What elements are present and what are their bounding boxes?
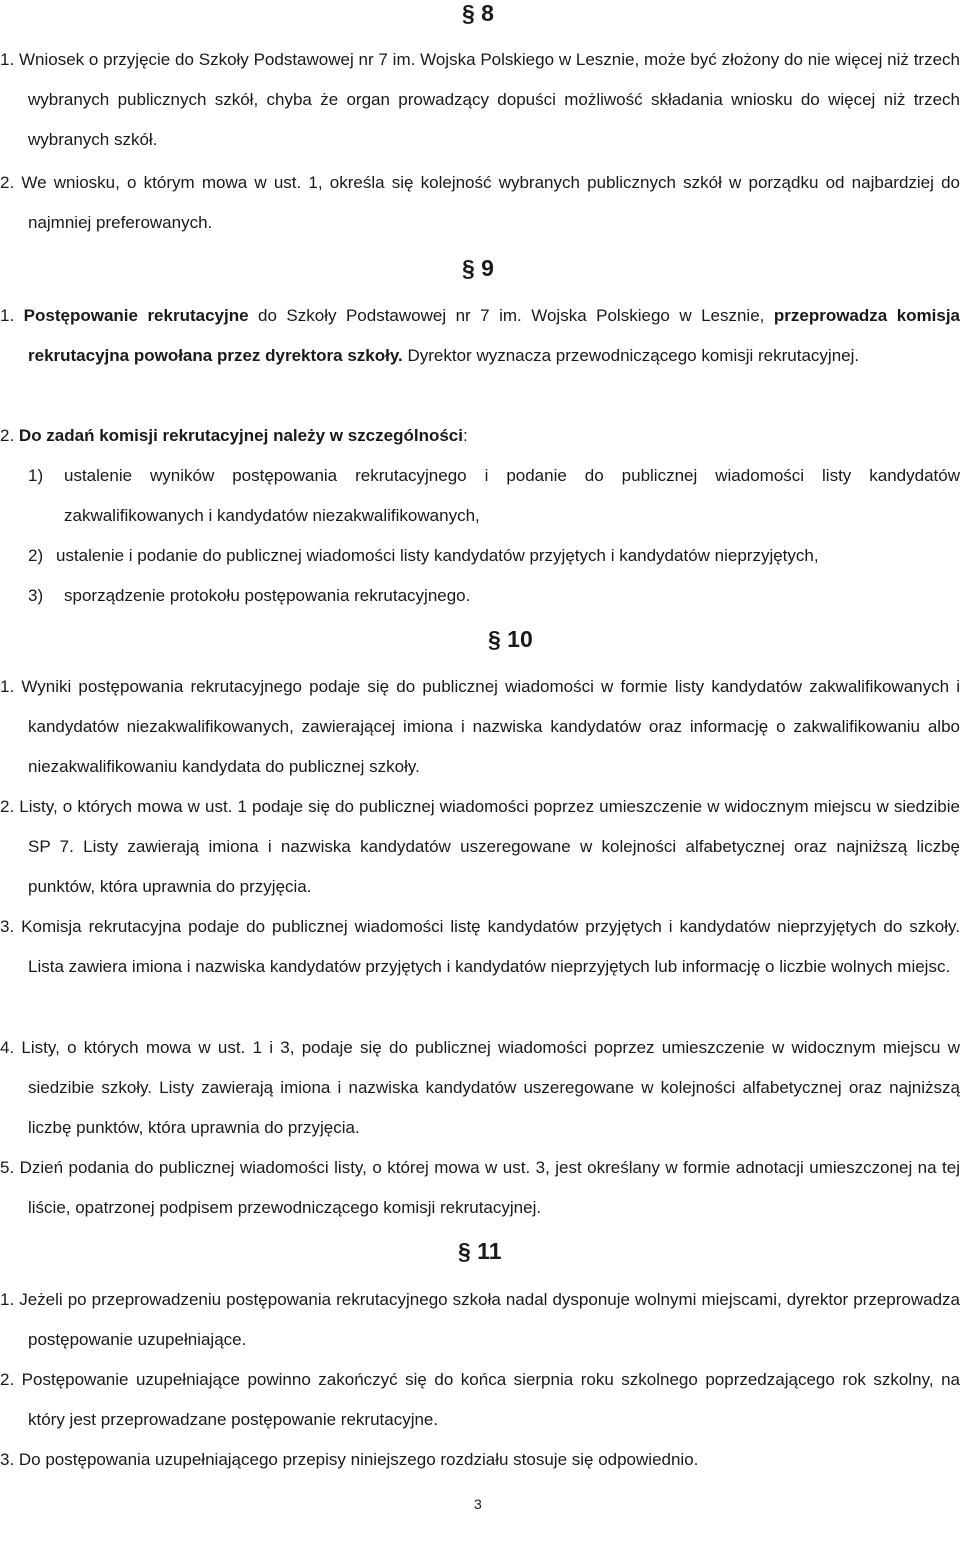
list-item-number: 2): [28, 546, 44, 565]
bold-phrase: przeprowadza komisja rekrutacyjna powołana przez dyrektora szkoły.: [28, 306, 960, 365]
list-item-number: 1): [28, 466, 44, 485]
paragraph-number: 2.: [0, 426, 15, 445]
section-11-paragraph-2: 2. Postępowanie uzupełniające powinno zakończyć się do końca sierpnia roku szkolnego poprzedzającego rok szkolny, na który jest przeprowadzane postępowanie rekrutacyjne.: [0, 1370, 960, 1429]
list-item: [28, 456, 960, 536]
section-10-paragraph-5: 5. Dzień podania do publicznej wiadomości listy, o której mowa w ust. 3, jest określany w formie adnotacji umieszczonej na tej liście, opatrzonej podpisem przewodniczącego komisji rekrutacyjnej.: [0, 1158, 960, 1217]
bold-phrase: Postępowanie rekrutacyjne: [23, 306, 249, 325]
section-11-title: § 11: [458, 1238, 502, 1264]
section-9-paragraph-1: [0, 296, 960, 376]
section-10-paragraph-4: 4. Listy, o których mowa w ust. 1 i 3, podaje się do publicznej wiadomości poprzez umieszczenie w widocznym miejscu w siedzibie szkoły. Listy zawierają imiona i nazwiska kandydatów uszeregowane w kolejności alfabetycznej oraz najniższą liczbę punktów, która uprawnia do przyjęcia.: [0, 1038, 960, 1137]
section-10-paragraph-1: 1. Wyniki postępowania rekrutacyjnego podaje się do publicznej wiadomości w formie listy kandydatów zakwalifikowanych i kandydatów niezakwalifikowanych, zawierającej imiona i nazwiska kandydatów oraz informację o zakwalifikowaniu albo niezakwalifikowaniu kandydata do publicznej szkoły.: [0, 677, 960, 776]
list-item-number: 3): [28, 586, 44, 605]
section-9-paragraph-2: [0, 416, 960, 456]
bold-phrase: Do zadań komisji rekrutacyjnej należy w szczególności: [18, 426, 463, 445]
section-9-title: § 9: [462, 255, 494, 281]
list-item-text: ustalenie wyników postępowania rekrutacyjnego i podanie do publicznej wiadomości listy kandydatów zakwalifikowanych i kandydatów niezakwalifikowanych,: [64, 466, 960, 525]
list-item-text: sporządzenie protokołu postępowania rekrutacyjnego.: [64, 586, 471, 605]
section-8-paragraph-2: 2. We wniosku, o którym mowa w ust. 1, określa się kolejność wybranych publicznych szkół w porządku od najbardziej do najmniej preferowanych.: [0, 173, 960, 232]
list-item: [28, 576, 960, 616]
page-number: 3: [474, 1496, 482, 1512]
section-10-paragraph-3: 3. Komisja rekrutacyjna podaje do publicznej wiadomości listę kandydatów przyjętych i kandydatów nieprzyjętych do szkoły. Lista zawiera imiona i nazwiska kandydatów przyjętych i kandydatów nieprzyjętych lub informację o liczbie wolnych miejsc.: [0, 917, 960, 976]
list-item: [28, 536, 960, 576]
section-8-paragraph-1: 1. Wniosek o przyjęcie do Szkoły Podstawowej nr 7 im. Wojska Polskiego w Lesznie, może być złożony do nie więcej niż trzech wybranych publicznych szkół, chyba że organ prowadzący dopuści możliwość składania wniosku do więcej niż trzech wybranych szkół.: [0, 50, 960, 149]
text-span: do Szkoły Podstawowej nr 7 im. Wojska Polskiego w Lesznie,: [248, 306, 774, 325]
list-item-text: ustalenie i podanie do publicznej wiadomości listy kandydatów przyjętych i kandydatów nieprzyjętych,: [56, 546, 819, 565]
text-span: :: [462, 426, 468, 445]
section-10-title: § 10: [488, 626, 533, 652]
section-8-title: § 8: [462, 0, 494, 26]
section-9-task-list: [0, 456, 960, 616]
section-11-paragraph-3: 3. Do postępowania uzupełniającego przepisy niniejszego rozdziału stosuje się odpowiednio.: [0, 1450, 699, 1469]
section-10-paragraph-2: 2. Listy, o których mowa w ust. 1 podaje się do publicznej wiadomości poprzez umieszczenie w widocznym miejscu w siedzibie SP 7. Listy zawierają imiona i nazwiska kandydatów uszeregowane w kolejności alfabetycznej oraz najniższą liczbę punktów, która uprawnia do przyjęcia.: [0, 797, 960, 896]
text-span: Dyrektor wyznacza przewodniczącego komisji rekrutacyjnej.: [402, 346, 860, 365]
paragraph-number: 1.: [0, 306, 15, 325]
section-11-paragraph-1: 1. Jeżeli po przeprowadzeniu postępowania rekrutacyjnego szkoła nadal dysponuje wolnymi miejscami, dyrektor przeprowadza postępowanie uzupełniające.: [0, 1290, 960, 1349]
